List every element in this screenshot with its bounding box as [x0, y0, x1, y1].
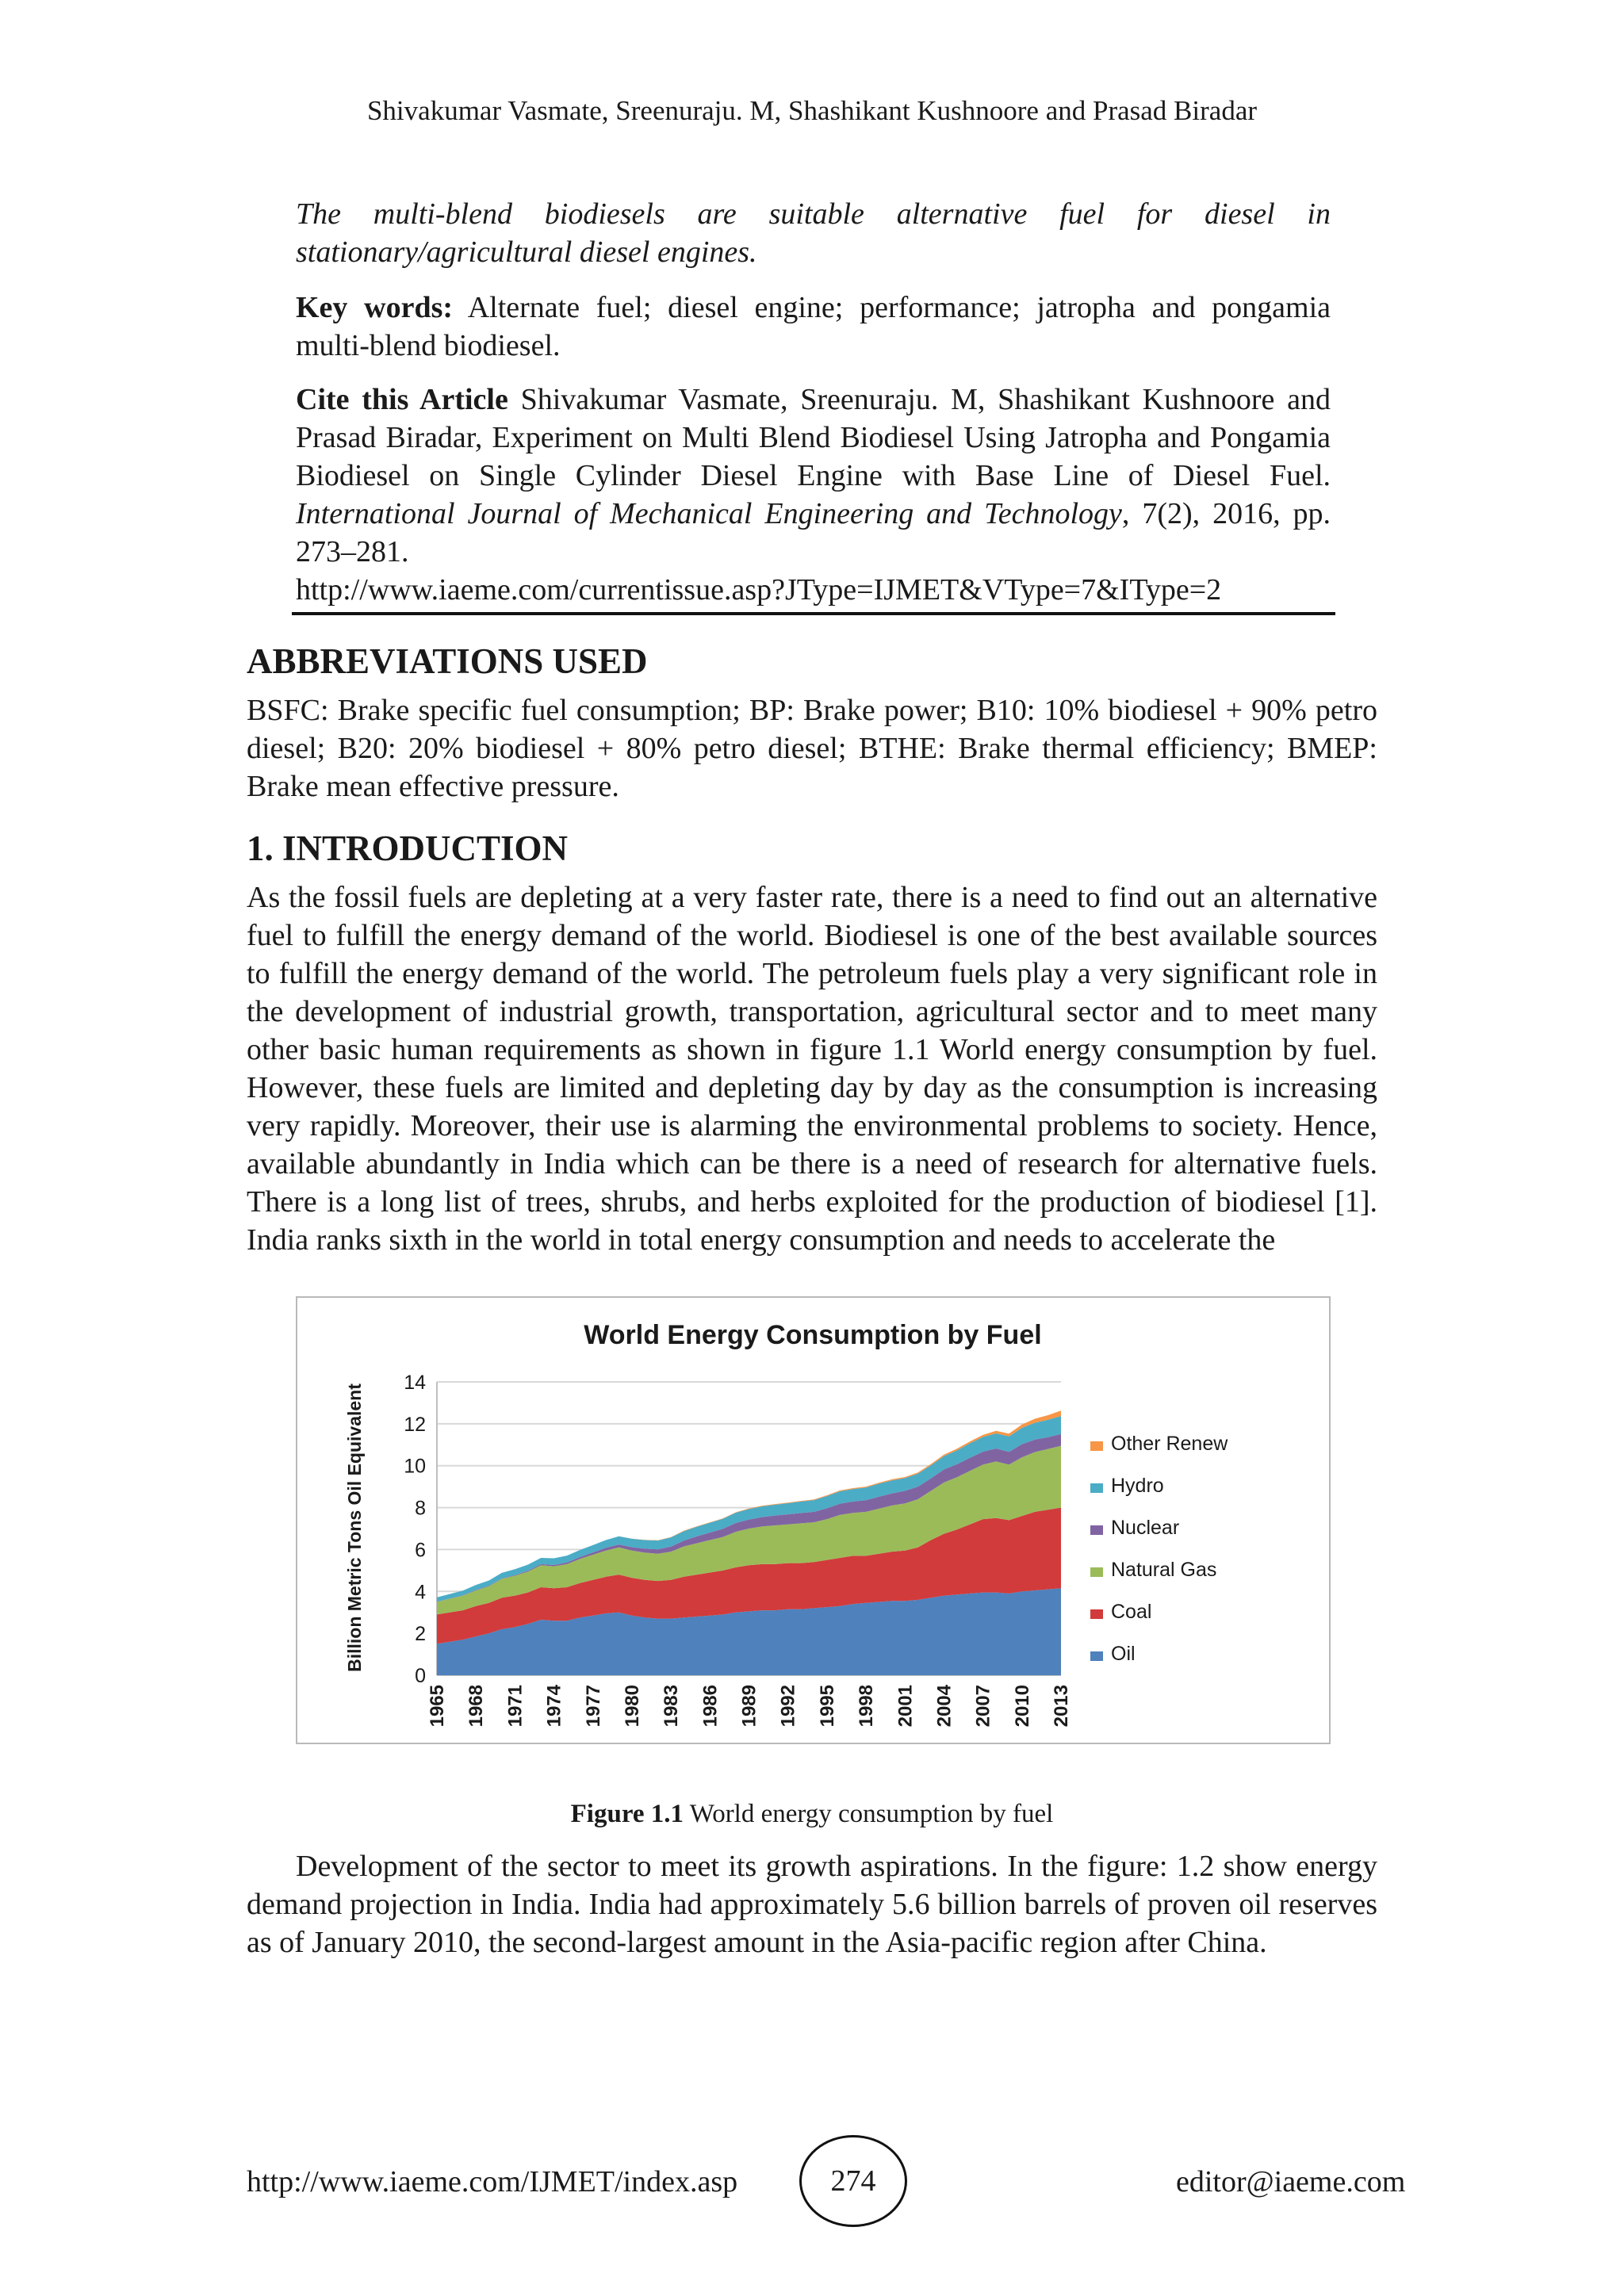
chart-x-tick-label: 2001 [894, 1685, 917, 1728]
figure-world-energy [296, 1296, 1331, 1744]
chart-x-tick-label: 1974 [543, 1685, 565, 1728]
citation-divider [292, 612, 1335, 615]
footer-email[interactable]: editor@iaeme.com [1176, 2165, 1406, 2198]
chart-x-tick-label: 1989 [738, 1685, 760, 1728]
keywords [296, 289, 1331, 365]
legend-swatch [1090, 1525, 1103, 1535]
chart-x-tick-label: 1968 [465, 1685, 488, 1728]
legend-swatch [1090, 1567, 1103, 1577]
legend-label: Natural Gas [1111, 1559, 1217, 1581]
cite-journal: International Journal of Mechanical Engineering and Technology [296, 497, 1122, 530]
chart-y-tick-label: 6 [415, 1539, 426, 1562]
chart-x-tick-label: 1965 [427, 1685, 448, 1728]
chart-x-tick-label: 1983 [661, 1685, 683, 1728]
introduction-heading: 1. INTRODUCTION [247, 828, 569, 868]
legend-label: Nuclear [1111, 1517, 1180, 1539]
legend-label: Other Renew [1111, 1433, 1228, 1455]
cite-label: Cite this Article [296, 383, 508, 416]
introduction-paragraph: As the fossil fuels are depleting at a very faster rate, there is a need to find out an alternative fuel to fulfill the energy demand of the world. Biodiesel is one of the best available sources to fulfill the energy demand of the world. The petroleum fuels play a very significant role in the development of industrial growth, transportation, agricultural sector and to meet many other basic human requirements as shown in figure 1.1 World energy consumption by fuel. However, these fuels are limited and depleting day by day as the consumption is increasing very rapidly. Moreover, their use is alarming the environmental problems to society. Hence, available abundantly in India which can be there is a need of research for alternative fuels. There is a long list of trees, shrubs, and herbs exploited for the production of biodiesel [1]. India ranks sixth in the world in total energy consumption and needs to accelerate the [247, 881, 1377, 1257]
chart-x-tick-label: 1977 [582, 1685, 604, 1728]
citation-block [296, 381, 1331, 609]
abstract-line-2: stationary/agricultural diesel engines. [296, 235, 757, 269]
chart-x-tick-label: 1992 [777, 1685, 799, 1728]
cite-volume: , 7(2), 2016, pp. 273–281. [296, 497, 1331, 568]
legend-swatch [1090, 1609, 1103, 1619]
chart-y-tick-label: 14 [404, 1372, 426, 1394]
legend-label: Coal [1111, 1601, 1152, 1623]
figure-caption [0, 1800, 1624, 1829]
chart-x-tick-label: 2007 [972, 1685, 994, 1728]
chart-x-tick-label: 2013 [1051, 1685, 1072, 1728]
chart-y-tick-label: 8 [415, 1497, 426, 1520]
legend-swatch [1090, 1441, 1103, 1451]
chart-y-tick-label: 10 [404, 1455, 426, 1478]
chart-y-tick-label: 4 [415, 1581, 426, 1604]
chart-x-tick-label: 1998 [856, 1685, 878, 1728]
cite-url-link[interactable]: http://www.iaeme.com/currentissue.asp?JType=IJMET&VType=7&IType=2 [296, 573, 1222, 607]
keywords-text: Alternate fuel; diesel engine; performance; jatropha and pongamia multi-blend biodiesel. [296, 291, 1331, 362]
abstract-conclusion [296, 195, 1331, 271]
page-number: 274 [830, 2164, 876, 2198]
legend-swatch [1090, 1483, 1103, 1493]
legend-label: Oil [1111, 1643, 1136, 1665]
keywords-label: Key words: [296, 291, 454, 324]
figure-caption-label: Figure 1.1 [570, 1800, 684, 1828]
abbreviations-heading: ABBREVIATIONS USED [247, 641, 648, 681]
cite-text: Shivakumar Vasmate, Sreenuraju. M, Shashikant Kushnoore and Prasad Biradar, Experiment on Multi Blend Biodiesel Using Jatropha and Pongamia Biodiesel on Single Cylinder Diesel Engine with Base Line of Diesel Fuel. [296, 383, 1331, 492]
chart-x-tick-label: 1971 [504, 1685, 527, 1728]
chart-y-tick-label: 2 [415, 1623, 426, 1646]
chart-y-axis-label: Billion Metric Tons Oil Equivalent [344, 1383, 365, 1672]
chart-y-tick-label: 0 [415, 1665, 426, 1687]
page-number-circle [799, 2135, 907, 2227]
chart-x-tick-label: 1995 [816, 1685, 838, 1728]
figure-caption-text: World energy consumption by fuel [689, 1800, 1054, 1828]
chart-x-tick-label: 1986 [699, 1685, 722, 1728]
chart-x-tick-label: 2010 [1011, 1685, 1033, 1728]
running-header-authors: Shivakumar Vasmate, Sreenuraju. M, Shashikant Kushnoore and Prasad Biradar [366, 95, 1258, 126]
abstract-line-1: The multi-blend biodiesels are suitable alternative fuel for diesel in [296, 197, 1331, 231]
world-energy-chart [297, 1298, 1329, 1743]
footer-journal-url[interactable]: http://www.iaeme.com/IJMET/index.asp [247, 2165, 738, 2198]
abbreviations-text: BSFC: Brake specific fuel consumption; BP: Brake power; B10: 10% biodiesel + 90% petro diesel; B20: 20% biodiesel + 80% petro diesel; BTHE: Brake thermal efficiency; BMEP: Brake mean effective pressure. [247, 694, 1377, 803]
development-paragraph: Development of the sector to meet its growth aspirations. In the figure: 1.2 show energy demand projection in India. India had approximately 5.6 billion barrels of proven oil reserves as of January 2010, the second-largest amount in the Asia-pacific region after China. [247, 1850, 1377, 1959]
legend-swatch [1090, 1651, 1103, 1661]
chart-x-tick-label: 2004 [933, 1685, 956, 1728]
chart-title: World Energy Consumption by Fuel [584, 1320, 1042, 1350]
chart-y-tick-label: 12 [404, 1413, 426, 1436]
chart-x-tick-label: 1980 [621, 1685, 643, 1728]
legend-label: Hydro [1111, 1475, 1164, 1497]
